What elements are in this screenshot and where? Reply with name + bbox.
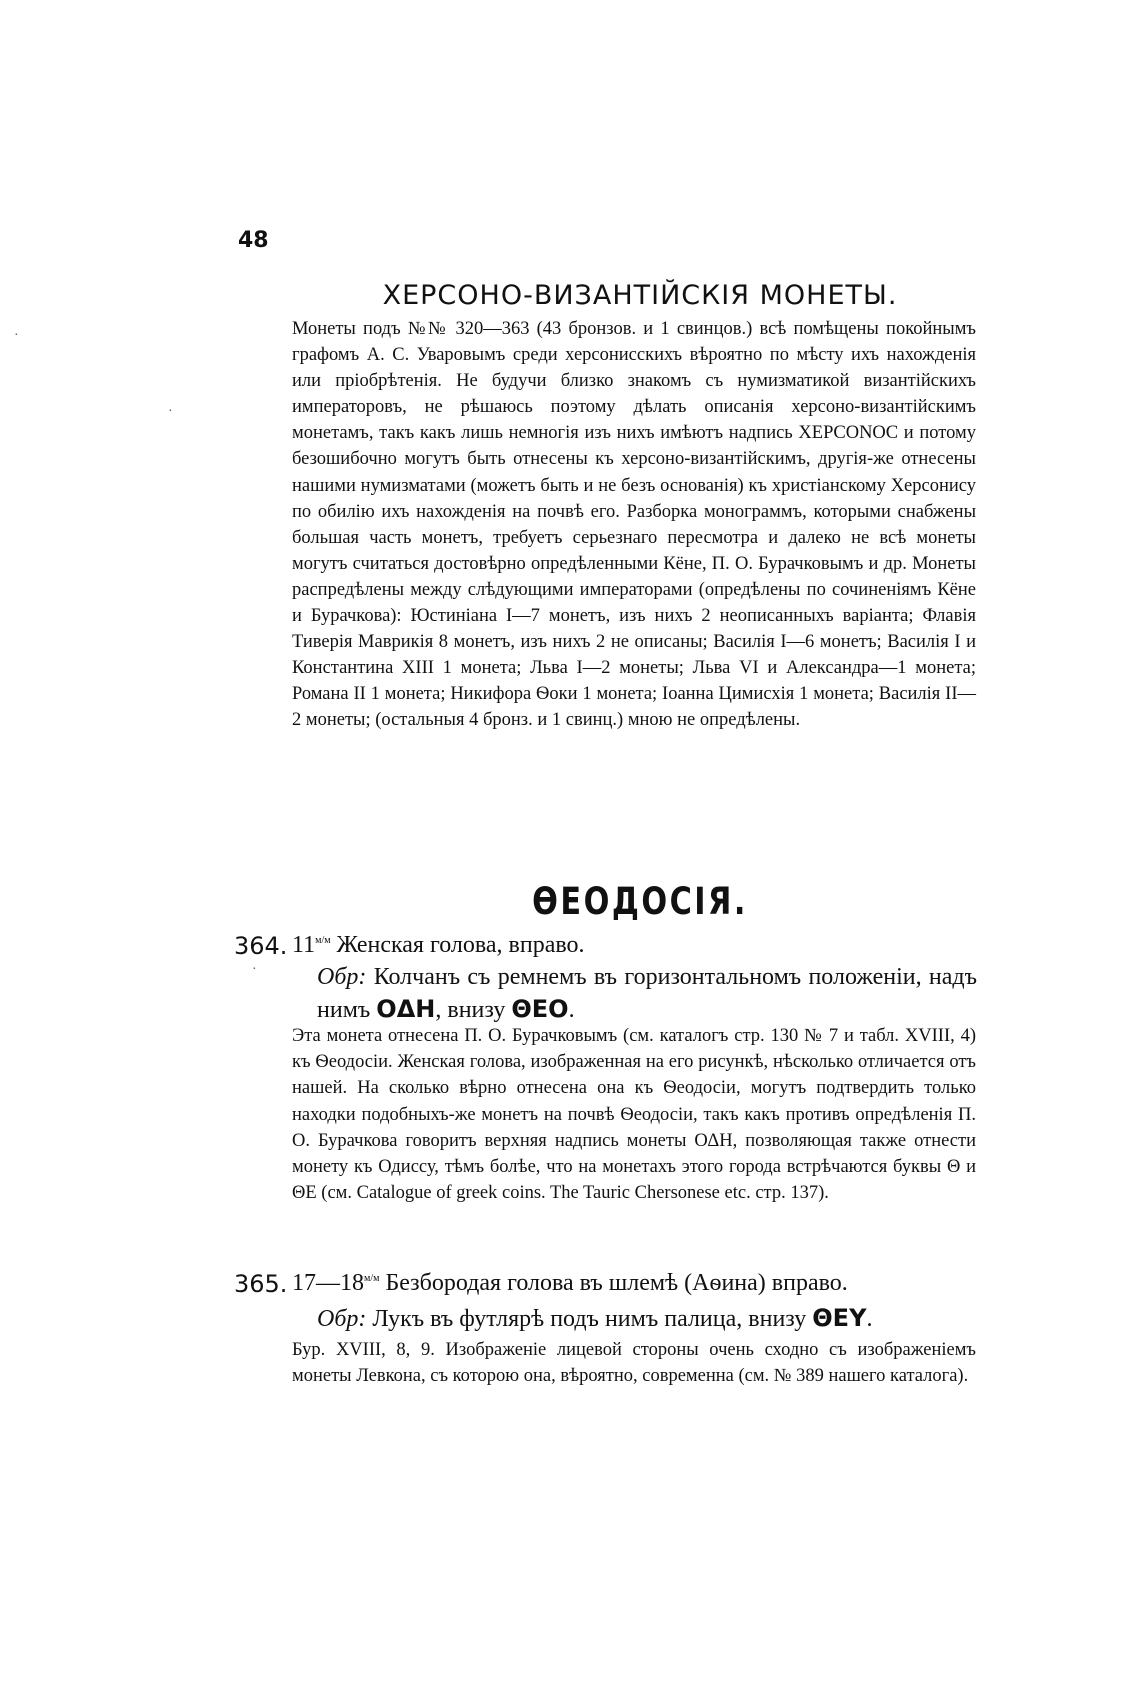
entry-364-obverse-end: . [568,997,575,1023]
entry-364-obverse-mid: , внизу [435,997,506,1023]
entry-364-inscription-top: ΟΔΗ [376,995,436,1023]
entry-365-size: 17—18 [292,1270,364,1296]
page-number: 48 [238,228,269,253]
scan-speck: · [252,962,257,977]
entry-364-line [292,932,976,959]
entry-364-note: Эта монета отнесена П. О. Бурачковымъ (см. каталогъ стр. 130 № 7 и табл. XVIII, 4) къ Ѳеодосіи. Женская голова, изображенная на его рисункѣ, нѣсколько отличается отъ нашей. На сколько вѣрно отнесена она къ Ѳеодосіи, могутъ подтвердить только находки подобныхъ-же монетъ на почвѣ Ѳеодосіи, такъ какъ противъ опредѣленія П. О. Бурачкова говоритъ верхняя надпись монеты ΟΔΗ, позволяющая также отнести монету къ Одиссу, тѣмъ болѣе, что на монетахъ этого города встрѣчаются буквы Θ и ΘΕ (см. Catalogue of greek coins. The Tauric Chersonese etc. стр. 137). [292,1026,976,1204]
intro-paragraph: Монеты подъ №№ 320—363 (43 бронзов. и 1 свинцов.) всѣ помѣщены покойнымъ графомъ А. С. Уваровымъ среди херсонисскихъ вѣроятно по мѣсту ихъ нахожденія или пріобрѣтенія. Не будучи близко знакомъ съ нумизматикой византійскихъ императоровъ, не рѣшаюсь поэтому дѣлать описанія херсоно-византійскимъ монетамъ, такъ какъ лишь немногія изъ нихъ имѣютъ надпись ΧΕΡϹΟΝΟϹ и потому безошибочно могутъ быть отнесены къ херсоно-византійскимъ, другія-же отнесены нашими нумизматами (можетъ быть и не безъ основанія) къ христіанскому Херсонису по обилію ихъ нахожденія на почвѣ его. Разборка монограммъ, которыми снабжены большая часть монетъ, требуетъ серьезнаго пересмотра и далеко не всѣ монеты могутъ считаться достовѣрно опредѣленными Кёне, П. О. Бурачковымъ и др. Монеты распредѣлены между слѣдующими императорами (опредѣлены по сочиненіямъ Кёне и Бурачкова): Юстиніана I—7 монетъ, изъ нихъ 2 неописанныхъ варіанта; Флавія Тиверія Маврикія 8 монетъ, изъ нихъ 2 не описаны; Василія I—6 монетъ; Василія I и Константина XIII 1 монета; Льва I—2 монеты; Льва VI и Александра—1 монета; Романа II 1 монета; Никифора Ѳоки 1 монета; Іоанна Цимисхія 1 монета; Василія II—2 монеты; (остальныя 4 бронз. и 1 свинц.) мною не опредѣлены. [292,319,976,731]
entry-364-size-unit: м/м [315,935,331,946]
entry-365-obverse-text: Лукъ въ футлярѣ подъ нимъ палица, внизу [372,1306,807,1332]
entry-365-note: Бур. XVIII, 8, 9. Изображеніе лицевой стороны очень сходно съ изображеніемъ монеты Левкона, съ которою она, вѣроятно, современна (см. № 389 нашего каталога). [292,1340,976,1387]
entry-365-number: 365. [234,1270,288,1298]
feodosia-heading: ѲЕОДОСІЯ. [532,880,748,923]
scan-speck: · [168,404,173,419]
entry-365-line [292,1270,976,1297]
entry-365-obverse [317,1302,977,1335]
entry-365-obverse-label: Обр: [317,1306,367,1332]
entry-365-inscription-bottom: ΘΕΥ [812,1304,867,1332]
entry-364-description: Женская голова, вправо. [336,932,585,958]
entry-364-size: 11 [292,932,316,958]
entry-365-description: Безбородая голова въ шлемѣ (Аѳина) вправо. [385,1270,848,1296]
entry-364-number: 364. [234,932,288,960]
entry-365-size-unit: м/м [364,1273,380,1284]
scan-speck: · [14,328,19,343]
entry-365-obverse-end: . [866,1306,873,1332]
section-title: ХЕРСОНО-ВИЗАНТІЙСКІЯ МОНЕТЫ. [382,280,898,311]
entry-364-obverse [317,961,977,1026]
entry-364-obverse-text: Колчанъ съ ремнемъ въ горизонтальномъ положеніи, надъ нимъ [317,964,978,1023]
entry-364-inscription-bottom: ΘΕΟ [511,995,569,1023]
entry-364-obverse-label: Обр: [317,964,367,990]
